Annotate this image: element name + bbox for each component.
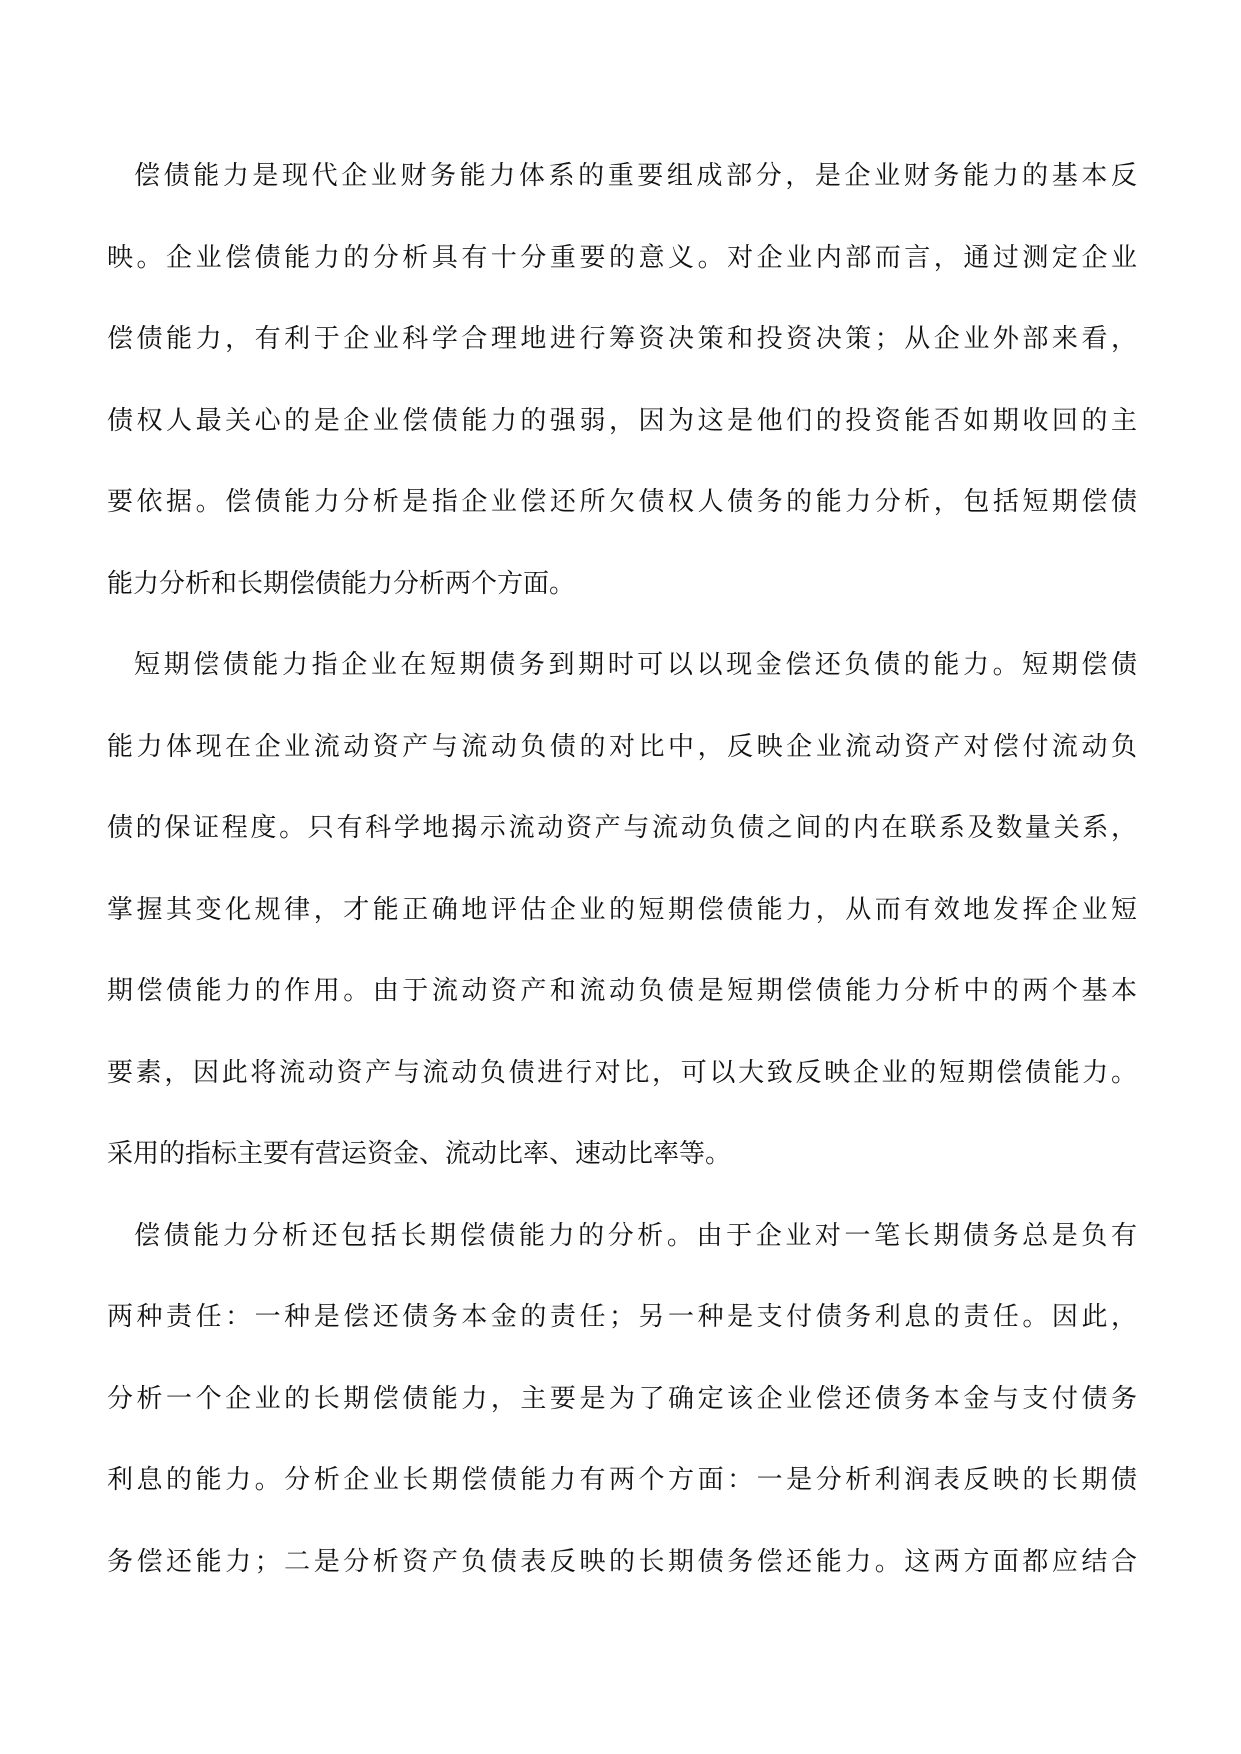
paragraph-line: 能力体现在企业流动资产与流动负债的对比中，反映企业流动资产对偿付流动负: [107, 731, 1137, 762]
paragraph-line: 能力分析和长期偿债能力分析两个方面。: [107, 568, 576, 599]
paragraph-line: 务偿还能力；二是分析资产负债表反映的长期债务偿还能力。这两方面都应结合: [107, 1546, 1137, 1577]
paragraph-line: 利息的能力。分析企业长期偿债能力有两个方面：一是分析利润表反映的长期债: [107, 1465, 1137, 1495]
paragraph-line: 短期偿债能力指企业在短期债务到期时可以以现金偿还负债的能力。短期偿债: [134, 650, 1137, 680]
document-body: [107, 160, 1137, 1627]
paragraph-line: 债权人最关心的是企业偿债能力的强弱，因为这是他们的投资能否如期收回的主: [107, 405, 1137, 436]
paragraph-line: 两种责任：一种是偿还债务本金的责任；另一种是支付债务利息的责任。因此，: [107, 1302, 1137, 1332]
paragraph-line: 债的保证程度。只有科学地揭示流动资产与流动负债之间的内在联系及数量关系，: [107, 813, 1137, 843]
paragraph-line: 偿债能力是现代企业财务能力体系的重要组成部分，是企业财务能力的基本反: [134, 161, 1137, 191]
paragraph-line: 映。企业偿债能力的分析具有十分重要的意义。对企业内部而言，通过测定企业: [107, 242, 1137, 273]
paragraph-line: 期偿债能力的作用。由于流动资产和流动负债是短期偿债能力分析中的两个基本: [107, 976, 1137, 1006]
paragraph-line: 偿债能力，有利于企业科学合理地进行筹资决策和投资决策；从企业外部来看，: [107, 324, 1137, 354]
paragraph-line: 采用的指标主要有营运资金、流动比率、速动比率等。: [107, 1139, 732, 1169]
paragraph-line: 要素，因此将流动资产与流动负债进行对比，可以大致反映企业的短期偿债能力。: [107, 1057, 1137, 1088]
paragraph-line: 分析一个企业的长期偿债能力，主要是为了确定该企业偿还债务本金与支付债务: [107, 1383, 1137, 1414]
paragraph-line: 要依据。偿债能力分析是指企业偿还所欠债权人债务的能力分析，包括短期偿债: [107, 487, 1137, 517]
paragraph-line: 掌握其变化规律，才能正确地评估企业的短期偿债能力，从而有效地发挥企业短: [107, 894, 1137, 925]
paragraph-line: 偿债能力分析还包括长期偿债能力的分析。由于企业对一笔长期债务总是负有: [134, 1220, 1137, 1251]
